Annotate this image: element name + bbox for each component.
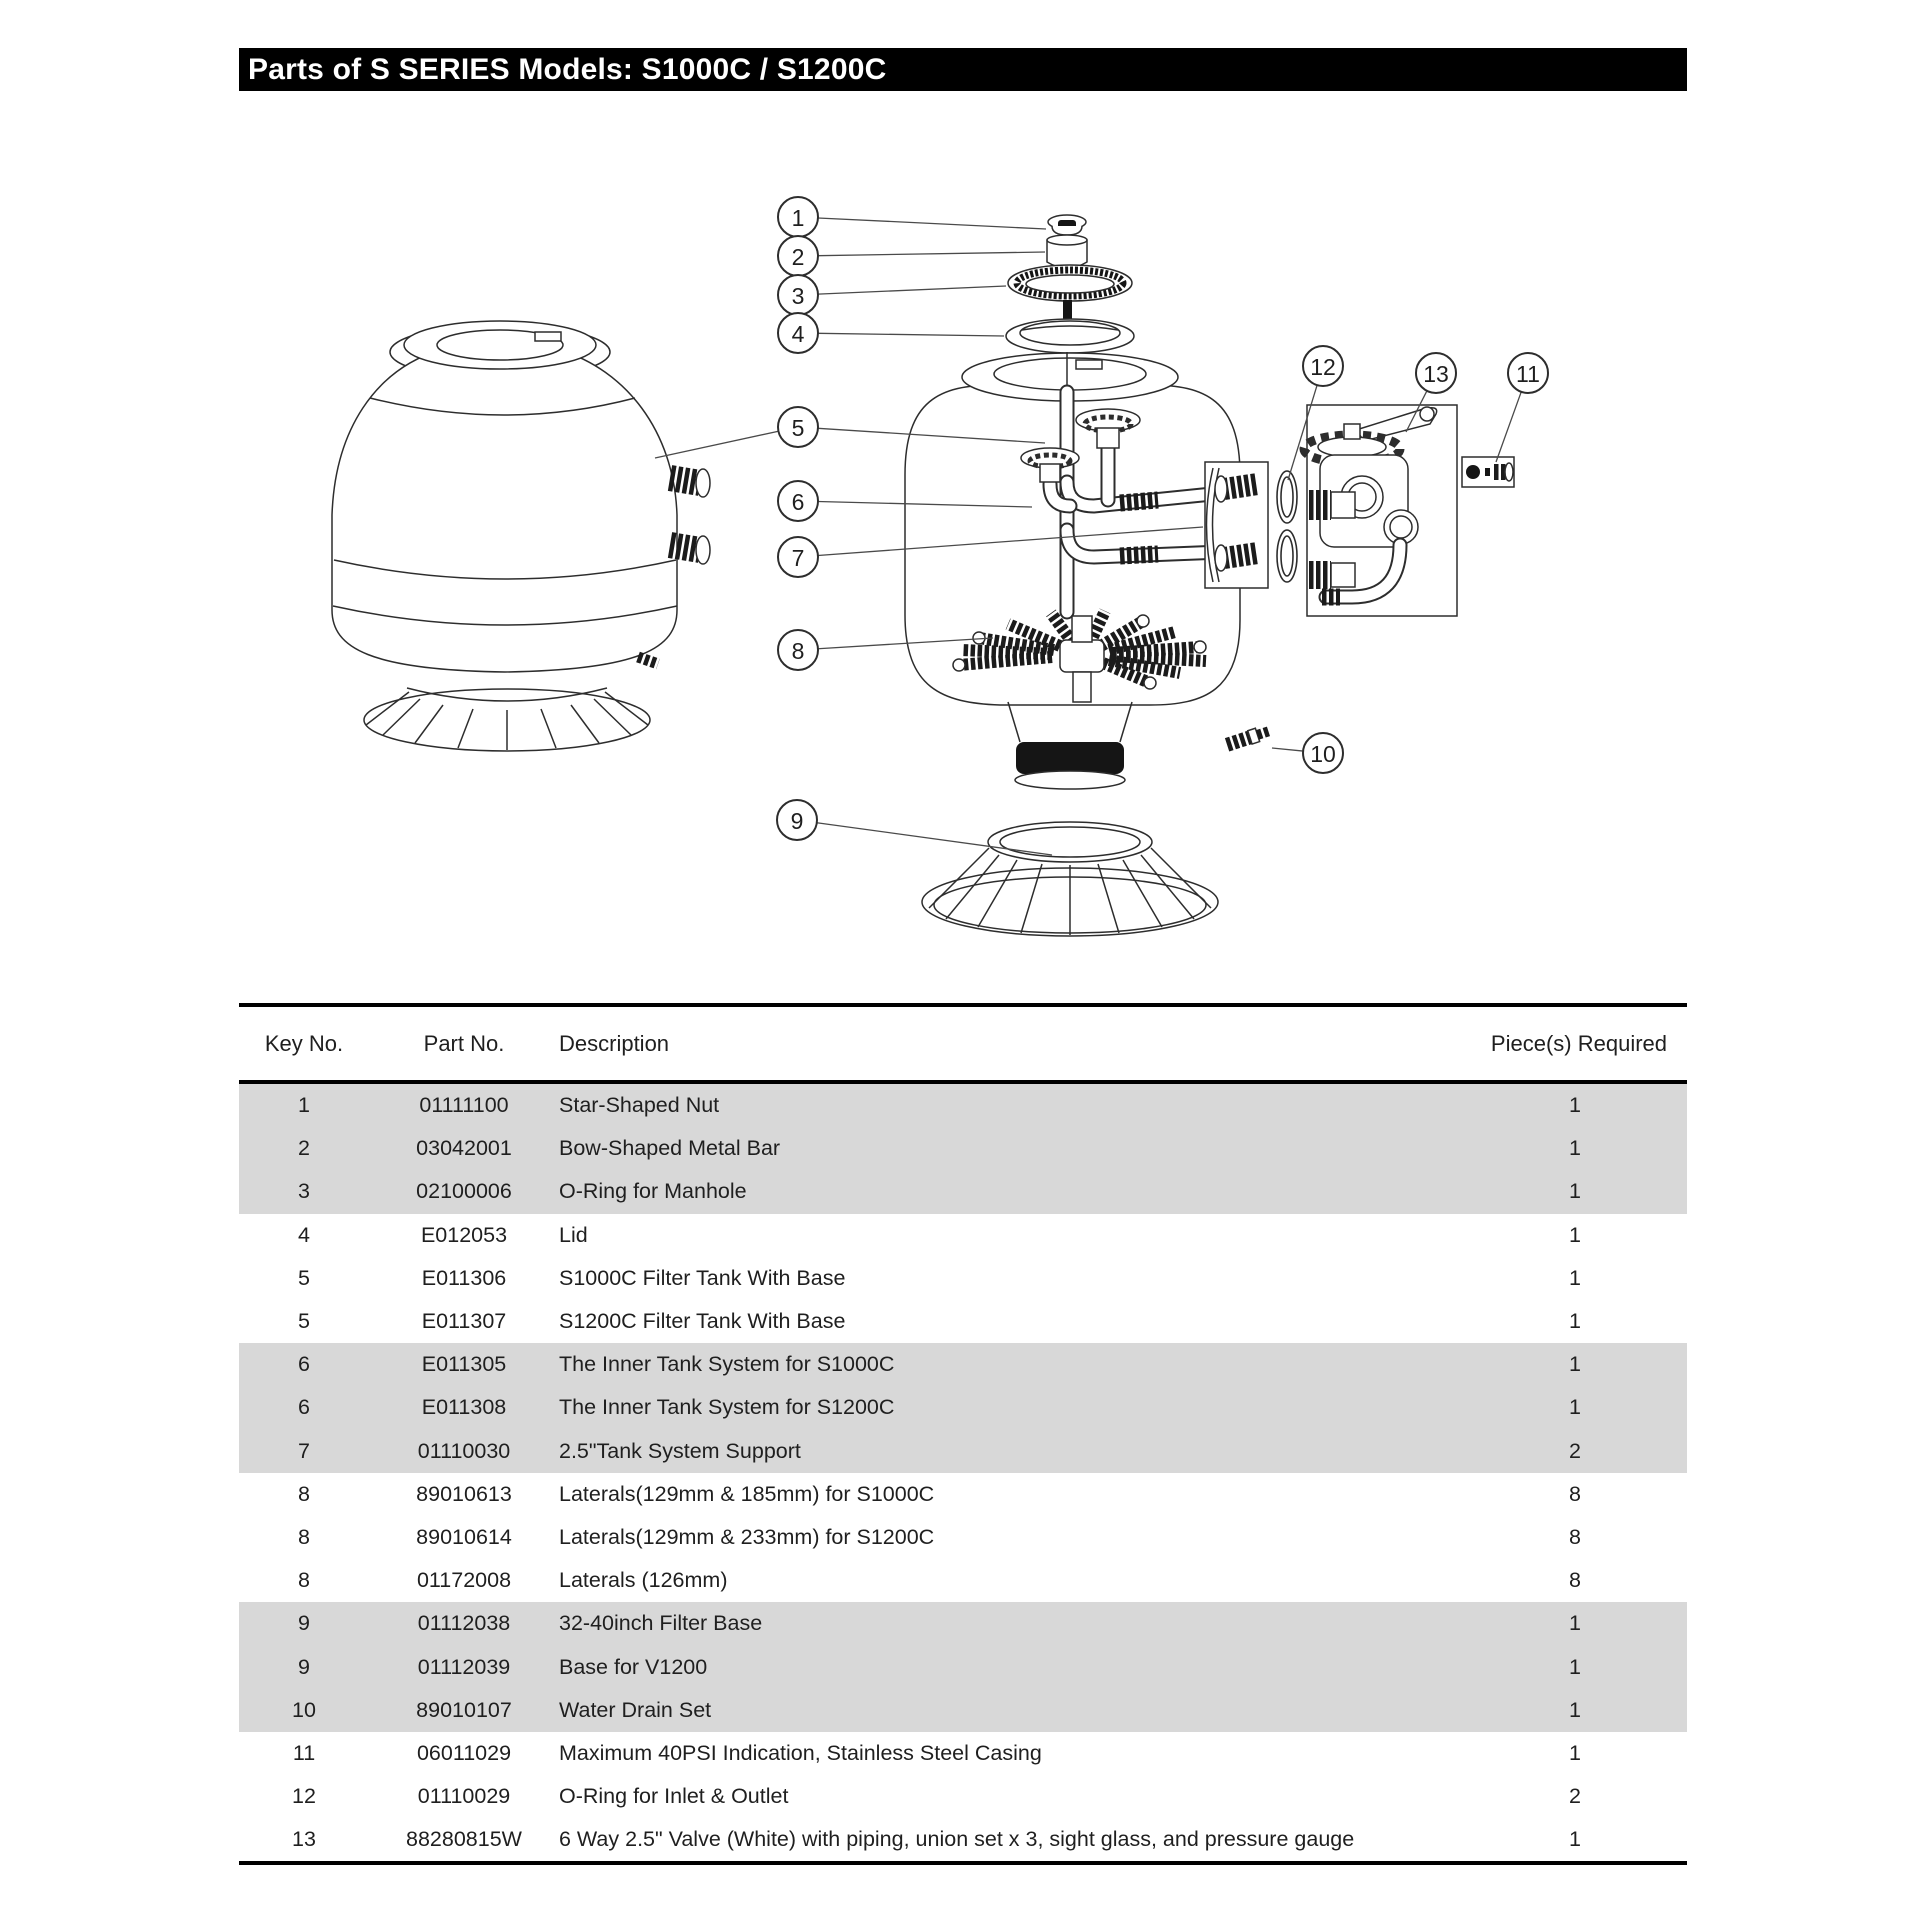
cell-desc: Laterals (126mm): [559, 1568, 728, 1593]
cell-desc: Star-Shaped Nut: [559, 1093, 720, 1118]
table-row: [239, 1386, 1687, 1429]
cell-key: 12: [292, 1784, 316, 1809]
cell-part: 88280815W: [406, 1827, 522, 1852]
svg-text:9: 9: [790, 808, 804, 834]
cell-part: 02100006: [416, 1179, 512, 1204]
svg-text:1: 1: [791, 205, 805, 231]
cell-key: 10: [292, 1697, 316, 1722]
table-row: [239, 1084, 1687, 1127]
pressure-gauge: [1462, 457, 1514, 487]
table-row: [239, 1127, 1687, 1170]
cell-key: 6: [298, 1395, 310, 1420]
cell-part: E011307: [421, 1309, 507, 1334]
column-header-desc: Description: [559, 1030, 670, 1056]
table-row: [239, 1300, 1687, 1343]
cell-desc: Maximum 40PSI Indication, Stainless Steel Casing: [559, 1740, 1042, 1765]
cell-part: 06011029: [416, 1740, 512, 1765]
svg-text:6: 6: [791, 489, 805, 515]
column-header-part: Part No.: [423, 1030, 505, 1056]
table-header: [239, 1007, 1687, 1084]
cell-qty: 1: [1569, 1827, 1581, 1852]
cell-desc: S1000C Filter Tank With Base: [559, 1265, 846, 1290]
cell-qty: 1: [1569, 1222, 1581, 1247]
cell-qty: 1: [1569, 1265, 1581, 1290]
cell-key: 3: [298, 1179, 310, 1204]
tank-system-support: [1205, 462, 1268, 588]
table-row: [239, 1559, 1687, 1602]
column-header-qty: Piece(s) Required: [1490, 1030, 1667, 1056]
filter-tank-assembled: [332, 321, 710, 751]
cell-qty: 1: [1569, 1179, 1581, 1204]
table-row: [239, 1257, 1687, 1300]
cell-desc: The Inner Tank System for S1200C: [559, 1395, 895, 1420]
star-shaped-nut: [1048, 215, 1086, 235]
svg-text:8: 8: [791, 638, 805, 664]
exploded-lid-parts: [1006, 215, 1134, 353]
cell-qty: 1: [1569, 1093, 1581, 1118]
cell-qty: 1: [1569, 1352, 1581, 1377]
cell-qty: 1: [1569, 1697, 1581, 1722]
cell-key: 5: [298, 1265, 310, 1290]
cell-part: 01110029: [417, 1784, 511, 1809]
callout-3: [778, 275, 1006, 315]
table-row: [239, 1214, 1687, 1257]
multiport-valve: [1304, 405, 1457, 616]
table-row: [239, 1516, 1687, 1559]
callout-10: [1272, 733, 1343, 773]
cell-key: 7: [298, 1438, 310, 1463]
svg-text:13: 13: [1423, 361, 1449, 387]
table-row: [239, 1775, 1687, 1818]
page-title: Parts of S SERIES Models: S1000C / S1200C: [239, 48, 1687, 91]
cell-key: 6: [298, 1352, 310, 1377]
svg-text:4: 4: [791, 321, 805, 347]
table-row: [239, 1645, 1687, 1688]
table-body: [239, 1084, 1687, 1861]
svg-text:12: 12: [1310, 354, 1336, 380]
cell-part: 89010107: [416, 1697, 512, 1722]
table-row: [239, 1343, 1687, 1386]
cell-desc: 6 Way 2.5" Valve (White) with piping, union set x 3, sight glass, and pressure gauge: [559, 1827, 1355, 1852]
table-row: [239, 1732, 1687, 1775]
cell-key: 8: [298, 1568, 310, 1593]
cell-desc: Base for V1200: [559, 1654, 708, 1679]
svg-text:10: 10: [1310, 741, 1336, 767]
cell-part: E011305: [421, 1352, 507, 1377]
cell-key: 4: [298, 1222, 310, 1247]
svg-text:7: 7: [791, 545, 805, 571]
svg-text:3: 3: [791, 283, 805, 309]
manhole-o-ring: [1008, 265, 1132, 301]
cell-part: 89010614: [416, 1524, 512, 1549]
cell-desc: The Inner Tank System for S1000C: [559, 1352, 895, 1377]
cell-qty: 1: [1569, 1136, 1581, 1161]
cell-part: 89010613: [416, 1481, 512, 1506]
cell-qty: 8: [1569, 1568, 1581, 1593]
cell-key: 11: [292, 1740, 316, 1765]
cell-key: 8: [298, 1481, 310, 1506]
cell-desc: S1200C Filter Tank With Base: [559, 1309, 846, 1334]
lid: [1006, 319, 1134, 353]
table-row: [239, 1818, 1687, 1861]
table-row: [239, 1170, 1687, 1213]
cell-qty: 1: [1569, 1740, 1581, 1765]
cell-part: 01110030: [417, 1438, 511, 1463]
parts-table: [239, 1003, 1687, 1865]
cell-desc: O-Ring for Manhole: [559, 1179, 747, 1204]
cell-part: E011308: [421, 1395, 507, 1420]
cell-part: 03042001: [416, 1136, 512, 1161]
callout-4: [778, 313, 1004, 353]
cell-part: 01172008: [416, 1568, 512, 1593]
cell-qty: 8: [1569, 1481, 1581, 1506]
cell-desc: O-Ring for Inlet & Outlet: [559, 1784, 789, 1809]
cell-part: 01112039: [417, 1654, 511, 1679]
table-row: [239, 1689, 1687, 1732]
bow-shaped-metal-bar: [1047, 235, 1087, 268]
cell-key: 9: [298, 1611, 310, 1636]
svg-text:2: 2: [791, 244, 805, 270]
water-drain-set: [1225, 724, 1273, 752]
cell-qty: 8: [1569, 1524, 1581, 1549]
cutaway-tank: [905, 352, 1268, 789]
cell-desc: 32-40inch Filter Base: [559, 1611, 763, 1636]
svg-text:5: 5: [791, 415, 805, 441]
cell-key: 9: [298, 1654, 310, 1679]
callout-1: [778, 197, 1046, 237]
cell-qty: 1: [1569, 1611, 1581, 1636]
column-header-key: Key No.: [264, 1030, 344, 1056]
cell-part: 01112038: [417, 1611, 511, 1636]
cell-desc: Laterals(129mm & 233mm) for S1200C: [559, 1524, 935, 1549]
cell-qty: 2: [1569, 1784, 1581, 1809]
cell-qty: 1: [1569, 1654, 1581, 1679]
cell-qty: 1: [1569, 1309, 1581, 1334]
table-row: [239, 1473, 1687, 1516]
inlet-outlet-o-rings: [1277, 471, 1297, 582]
cell-qty: 2: [1569, 1438, 1581, 1463]
cell-part: 01111100: [419, 1093, 509, 1118]
cell-desc: Water Drain Set: [559, 1697, 712, 1722]
callout-2: [778, 236, 1045, 276]
cell-part: E012053: [420, 1222, 508, 1247]
cell-desc: Bow-Shaped Metal Bar: [559, 1136, 781, 1161]
cell-desc: Lid: [559, 1222, 588, 1247]
cell-desc: 2.5"Tank System Support: [559, 1438, 801, 1463]
table-row: [239, 1602, 1687, 1645]
cell-key: 2: [298, 1136, 310, 1161]
svg-text:11: 11: [1516, 361, 1540, 387]
cell-key: 5: [298, 1309, 310, 1334]
filter-base: [922, 822, 1218, 936]
callout-11: [1496, 353, 1548, 462]
cell-qty: 1: [1569, 1395, 1581, 1420]
cell-key: 8: [298, 1524, 310, 1549]
cell-key: 13: [292, 1827, 316, 1852]
cell-key: 1: [298, 1093, 310, 1118]
table-row: [239, 1430, 1687, 1473]
cell-desc: Laterals(129mm & 185mm) for S1000C: [559, 1481, 935, 1506]
cell-part: E011306: [421, 1265, 507, 1290]
